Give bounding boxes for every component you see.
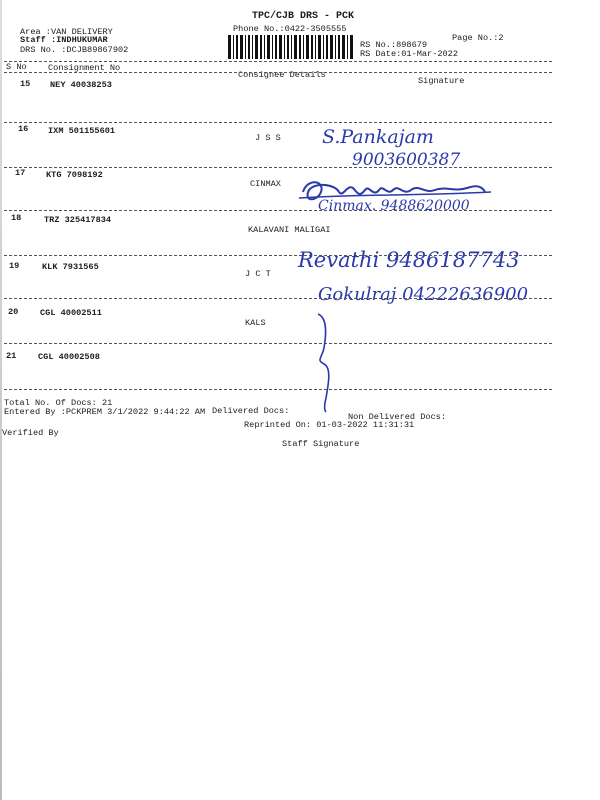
row-20-consignee: KALS xyxy=(245,318,266,328)
row-19-consignment: KLK 7931565 xyxy=(42,262,99,272)
row-19-sno: 19 xyxy=(9,261,20,271)
col-signature: Signature xyxy=(418,76,465,86)
row-15-consignment: NEY 40038253 xyxy=(50,80,112,90)
staff-signature-label: Staff Signature xyxy=(282,439,360,449)
area-field: Area :VAN DELIVERY xyxy=(20,27,113,37)
reprinted-on: Reprinted On: 01-03-2022 11:31:31 xyxy=(244,420,415,430)
phone-number: Phone No.:0422-3505555 xyxy=(233,24,347,34)
row-21-sno: 21 xyxy=(6,351,17,361)
rs-number: RS No.:898679 xyxy=(360,40,428,50)
row-18-sno: 18 xyxy=(11,213,22,223)
row-16-sno: 16 xyxy=(18,124,29,134)
report-title: TPC/CJB DRS - PCK xyxy=(252,11,355,22)
row-16-signature-phone: 9003600387 xyxy=(352,150,461,170)
row-15-sno: 15 xyxy=(20,79,31,89)
drs-number: DRS No. :DCJB89867902 xyxy=(20,45,129,55)
barcode xyxy=(228,35,354,61)
row-divider xyxy=(4,210,552,211)
row-divider xyxy=(4,167,552,168)
col-consignee: Consignee Details xyxy=(238,70,326,80)
row-17-consignment: KTG 7098192 xyxy=(46,170,103,180)
row-20-sno: 20 xyxy=(8,307,19,317)
row-19-consignee: J C T xyxy=(245,269,271,279)
row-17-sno: 17 xyxy=(15,168,26,178)
row-divider xyxy=(4,389,552,390)
row-17-consignee: CINMAX xyxy=(250,179,281,189)
page-number: Page No.:2 xyxy=(452,33,504,43)
row-21-consignment: CGL 40002508 xyxy=(38,352,100,362)
verified-by: Verified By xyxy=(2,428,59,438)
row-17-signature-phone: Cinmax. 9488620000 xyxy=(318,198,470,214)
row-18-consignee: KALAVANI MALIGAI xyxy=(248,225,331,235)
header-bottom-rule xyxy=(4,72,552,73)
delivered-docs: Delivered Docs: xyxy=(212,406,290,416)
row-divider xyxy=(4,122,552,123)
total-docs: Total No. Of Docs: 21 xyxy=(4,398,113,408)
row-20-signature: Gokulraj 04222636900 xyxy=(318,284,529,305)
col-sno: S No xyxy=(6,62,27,72)
staff-field: Staff :INDHUKUMAR xyxy=(20,35,108,45)
non-delivered-docs: Non Delivered Docs: xyxy=(348,412,446,422)
brace-scribble xyxy=(312,306,342,416)
row-16-signature-name: S.Pankajam xyxy=(322,126,434,148)
entered-by: Entered By :PCKPREM 3/1/2022 9:44:22 AM xyxy=(4,407,206,417)
scan-edge xyxy=(0,0,2,800)
row-divider xyxy=(4,343,552,344)
row-16-consignee: J S S xyxy=(255,133,281,143)
header-top-rule xyxy=(4,61,552,62)
rs-date: RS Date:01-Mar-2022 xyxy=(360,49,458,59)
row-20-consignment: CGL 40002511 xyxy=(40,308,102,318)
row-divider xyxy=(4,298,552,299)
row-18-consignment: TRZ 325417834 xyxy=(44,215,112,225)
row-19-signature: Revathi 9486187743 xyxy=(298,248,520,272)
col-consignment: Consignment No xyxy=(48,63,121,73)
row-16-consignment: IXM 501155601 xyxy=(48,126,116,136)
